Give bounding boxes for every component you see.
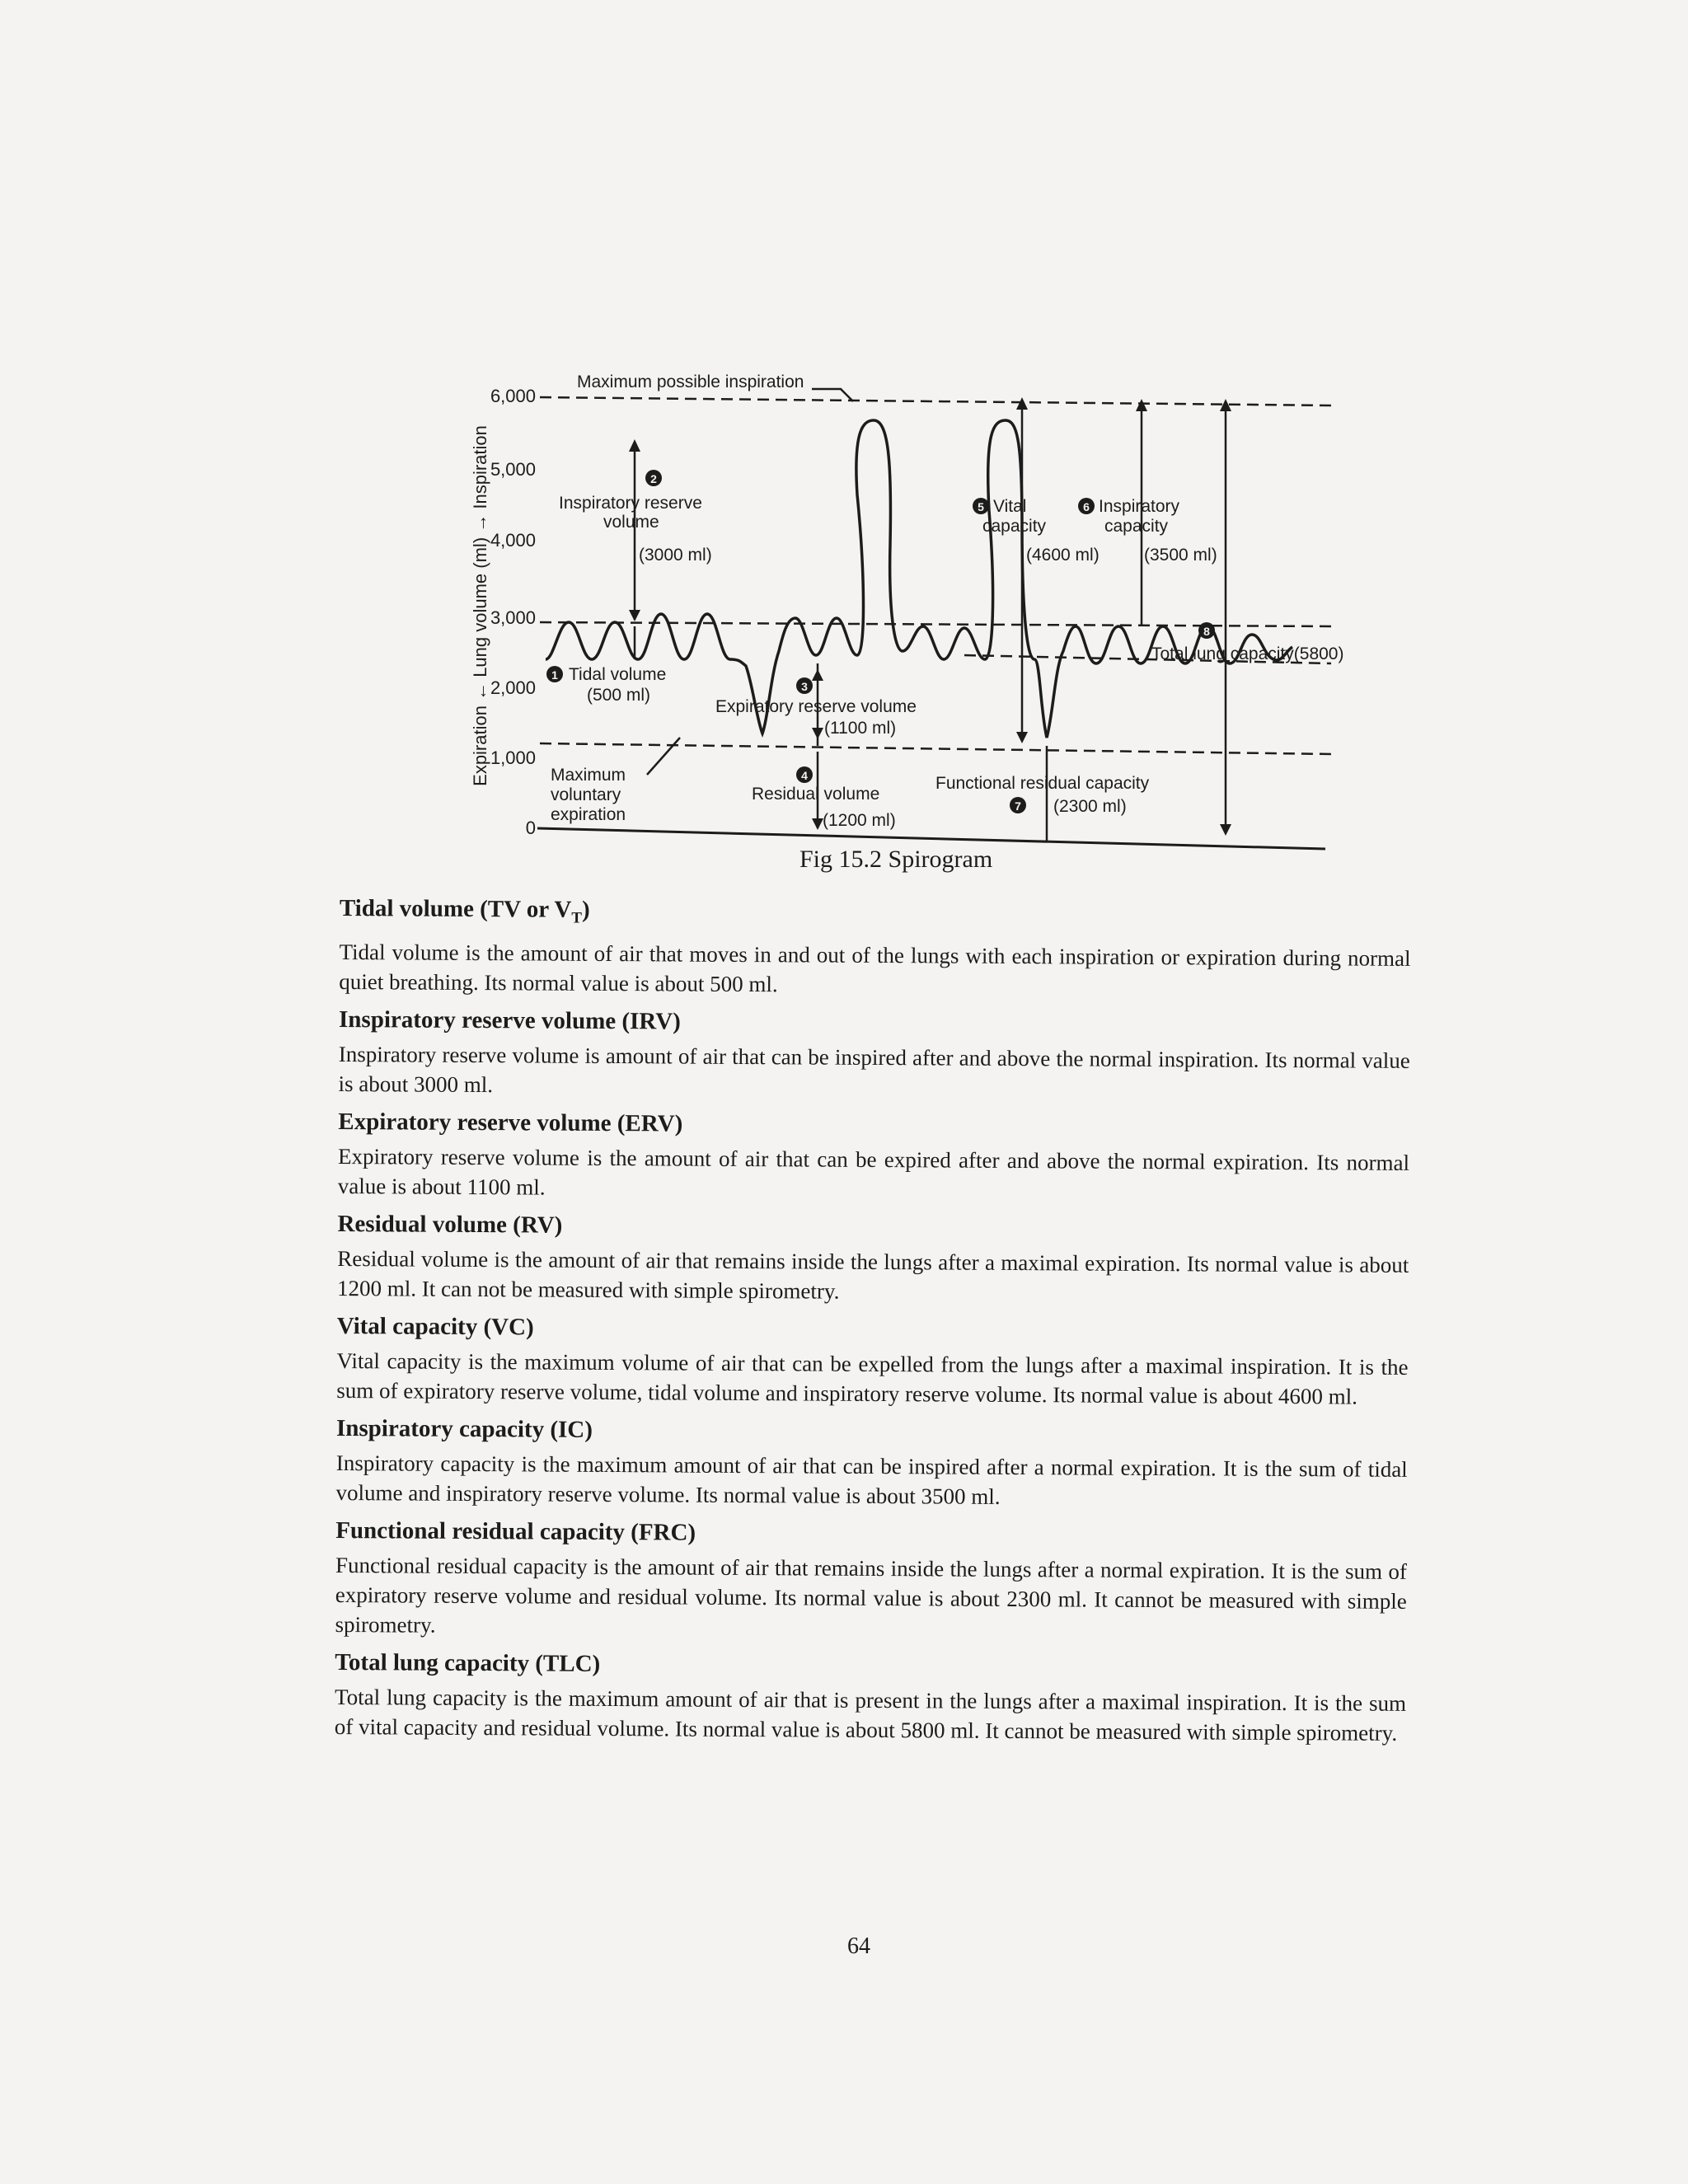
ic-label-line1: Inspiratory xyxy=(1099,497,1180,516)
spirogram-trace xyxy=(546,420,1292,738)
section-title: Residual volume (RV) xyxy=(337,1210,563,1239)
section-tidal-volume xyxy=(339,892,1411,1003)
max-expiration-line xyxy=(540,743,1331,754)
frc-value: (2300 ml) xyxy=(1053,797,1127,816)
tv-label-line1: Tidal volume xyxy=(569,665,667,684)
y-tick-0: 0 xyxy=(525,818,536,838)
section-body: Inspiratory reserve volume is amount of air that can be inspired after and above the normal inspiration. Its normal value is about 3000 ml. xyxy=(338,1041,1410,1097)
mve-label-line3: expiration xyxy=(551,805,626,824)
section-title: Inspiratory capacity (IC) xyxy=(335,1414,593,1443)
y-tick-3000: 3,000 xyxy=(490,607,536,628)
frc-marker: 7 xyxy=(1015,799,1021,813)
y-tick-2000: 2,000 xyxy=(490,677,536,698)
figure-caption: Fig 15.2 Spirogram xyxy=(799,846,993,873)
rv-marker: 4 xyxy=(801,769,808,782)
section-total-lung-capacity xyxy=(335,1646,1407,1748)
section-title: Tidal volume (TV or $V_T$) xyxy=(339,894,590,927)
section-expiratory-reserve-volume xyxy=(338,1105,1410,1207)
ic-value: (3500 ml) xyxy=(1144,546,1217,565)
max-inspiration-label: Maximum possible inspiration xyxy=(577,373,804,391)
y-tick-4000: 4,000 xyxy=(490,530,536,551)
tv-value: (500 ml) xyxy=(587,686,651,705)
mve-label-line2: voluntary xyxy=(551,785,621,804)
max-inspiration-line xyxy=(540,397,1331,405)
mve-label-line1: Maximum xyxy=(551,766,626,785)
frc-label-line1: Functional residual capacity xyxy=(935,774,1150,793)
section-residual-volume xyxy=(337,1207,1409,1310)
section-body: Total lung capacity is the maximum amount of air that is present in the lungs after a maximal inspiration. It is the sum of vital capacity and residual volume. Its normal value is about 5800 ml. It cannot be measured with simple spirometry. xyxy=(334,1684,1407,1746)
irv-marker: 2 xyxy=(650,472,657,485)
vc-value: (4600 ml) xyxy=(1026,546,1100,565)
erv-label-line1: Expiratory reserve volume xyxy=(715,697,917,716)
section-title: Inspiratory reserve volume (IRV) xyxy=(338,1005,681,1035)
spirogram-figure xyxy=(0,0,1688,890)
section-title: Total lung capacity (TLC) xyxy=(335,1648,601,1677)
y-tick-5000: 5,000 xyxy=(490,459,536,480)
mve-pointer-line xyxy=(647,738,680,775)
vc-label-line1: Vital xyxy=(993,497,1027,516)
rv-value: (1200 ml) xyxy=(823,811,896,830)
section-inspiratory-reserve-volume xyxy=(338,1003,1410,1105)
erv-value: (1100 ml) xyxy=(824,719,897,738)
section-body: Inspiratory capacity is the maximum amount of air that can be inspired after a normal expiration. It is the sum of tidal volume and inspiratory reserve volume. Its normal value is about 3500 ml. xyxy=(335,1450,1408,1509)
vc-label-line2: capacity xyxy=(982,517,1047,536)
irv-label-line1: Inspiratory reserve xyxy=(559,494,702,513)
section-body: Expiratory reserve volume is the amount of air that can be expired after and above the normal expiration. Its normal value is about 1100 ml. xyxy=(337,1143,1410,1200)
irv-label-line2: volume xyxy=(603,513,659,532)
y-tick-1000: 1,000 xyxy=(490,748,536,768)
section-vital-capacity xyxy=(336,1310,1409,1412)
section-title: Expiratory reserve volume (ERV) xyxy=(338,1108,683,1137)
vc-marker: 5 xyxy=(978,500,984,513)
tv-marker: 1 xyxy=(551,668,558,682)
section-title: Vital capacity (VC) xyxy=(336,1312,534,1341)
tlc-marker: 8 xyxy=(1203,625,1210,638)
section-body: Functional residual capacity is the amount of air that remains inside the lungs after a normal expiration. It is the sum of expiratory reserve volume and residual volume. Its normal value is about 2300 ml. It cannot be measured with simple spirometry. xyxy=(335,1552,1408,1638)
section-body: Vital capacity is the maximum volume of air that can be expelled from the lungs after a maximal inspiration. It is the sum of expiratory reserve volume, tidal volume and inspiratory reserve volume. Its normal value is about 4600 ml. xyxy=(336,1347,1409,1409)
section-title: Functional residual capacity (FRC) xyxy=(335,1516,696,1546)
y-tick-6000: 6,000 xyxy=(490,386,536,406)
erv-marker: 3 xyxy=(801,680,808,693)
ic-marker: 6 xyxy=(1083,500,1090,513)
irv-value: (3000 ml) xyxy=(639,546,712,565)
page-number: 64 xyxy=(847,1933,870,1959)
rv-label-line1: Residual volume xyxy=(752,785,880,804)
y-axis-label: Expiration ← Lung volume (ml) → Inspiration xyxy=(470,425,490,786)
section-inspiratory-capacity xyxy=(335,1412,1408,1514)
tlc-label: Total lung capacity(5800) xyxy=(1151,644,1344,663)
section-functional-residual-capacity xyxy=(335,1514,1407,1646)
section-body: Tidal volume is the amount of air that moves in and out of the lungs with each inspiration or expiration during normal quiet breathing. Its normal value is about 500 ml. xyxy=(339,939,1411,997)
definitions xyxy=(335,892,1411,1755)
ic-label-line2: capacity xyxy=(1104,517,1169,536)
section-body: Residual volume is the amount of air that remains inside the lungs after a maximal expiration. Its normal value is about 1200 ml. It can not be measured with simple spirometry. xyxy=(336,1245,1409,1304)
